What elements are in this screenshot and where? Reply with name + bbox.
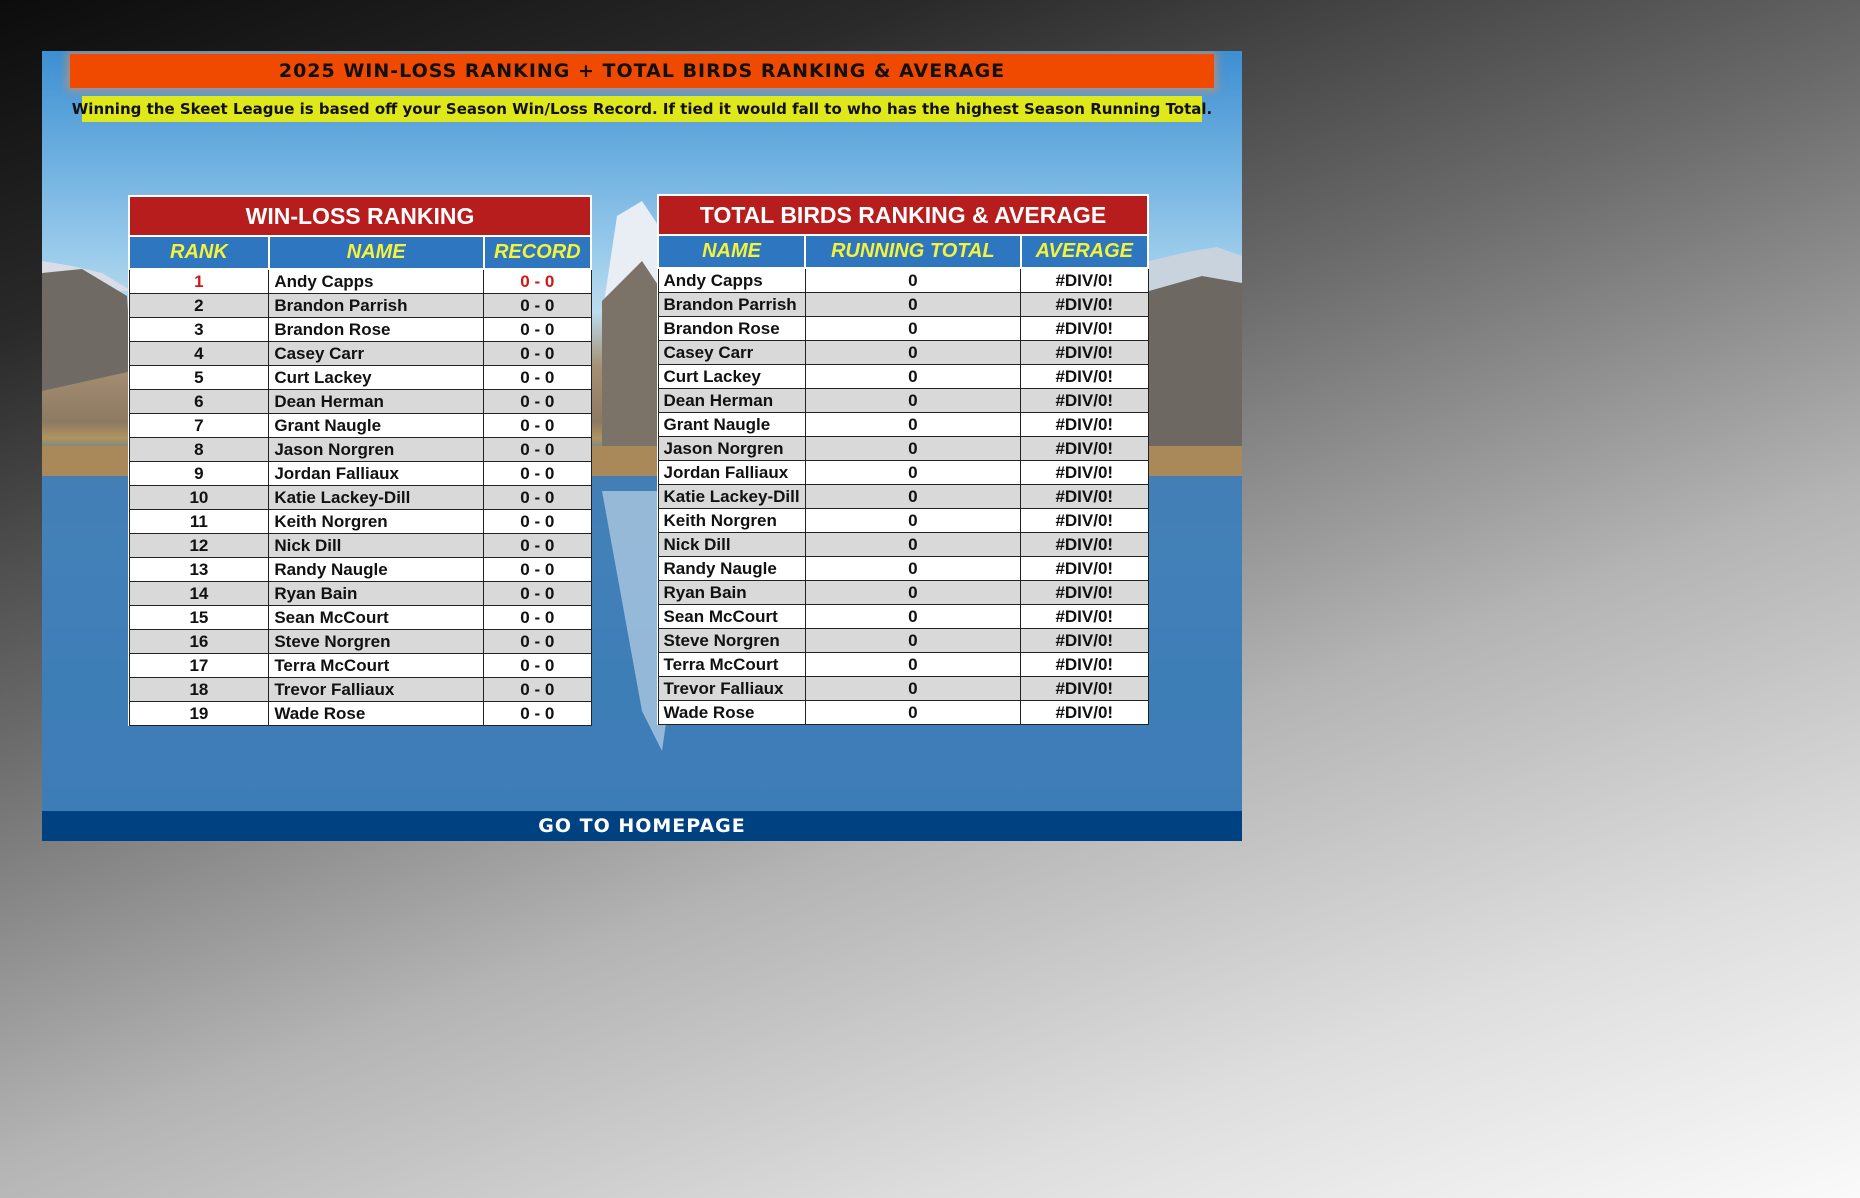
table-row bbox=[658, 677, 1148, 701]
rank-cell: 14 bbox=[129, 582, 269, 606]
running-total-cell: 0 bbox=[805, 677, 1020, 701]
average-cell: #DIV/0! bbox=[1021, 413, 1148, 437]
rank-cell: 11 bbox=[129, 510, 269, 534]
record-cell: 0 - 0 bbox=[484, 606, 591, 630]
rank-cell: 19 bbox=[129, 702, 269, 726]
name-cell: Keith Norgren bbox=[269, 510, 484, 534]
record-cell: 0 - 0 bbox=[484, 342, 591, 366]
record-cell: 0 - 0 bbox=[484, 462, 591, 486]
name-cell: Jason Norgren bbox=[269, 438, 484, 462]
table-row bbox=[658, 365, 1148, 389]
running-total-cell: 0 bbox=[805, 317, 1020, 341]
table-row bbox=[129, 342, 591, 366]
running-total-cell: 0 bbox=[805, 461, 1020, 485]
table-row bbox=[129, 438, 591, 462]
rank-cell: 2 bbox=[129, 294, 269, 318]
name-cell: Keith Norgren bbox=[658, 509, 805, 533]
table-row bbox=[129, 606, 591, 630]
rank-cell: 5 bbox=[129, 366, 269, 390]
table-row bbox=[658, 389, 1148, 413]
average-cell: #DIV/0! bbox=[1021, 677, 1148, 701]
table-row bbox=[658, 605, 1148, 629]
running-total-cell: 0 bbox=[805, 629, 1020, 653]
average-cell: #DIV/0! bbox=[1021, 389, 1148, 413]
name-cell: Brandon Parrish bbox=[658, 293, 805, 317]
win-loss-table bbox=[128, 195, 592, 726]
table-row bbox=[658, 485, 1148, 509]
table-row bbox=[658, 341, 1148, 365]
table-row bbox=[658, 581, 1148, 605]
running-total-cell: 0 bbox=[805, 389, 1020, 413]
name-cell: Ryan Bain bbox=[269, 582, 484, 606]
table-row bbox=[658, 317, 1148, 341]
name-cell: Sean McCourt bbox=[658, 605, 805, 629]
total-birds-caption: TOTAL BIRDS RANKING & AVERAGE bbox=[658, 195, 1148, 235]
running-total-cell: 0 bbox=[805, 365, 1020, 389]
running-total-cell: 0 bbox=[805, 268, 1020, 293]
name-cell: Katie Lackey-Dill bbox=[269, 486, 484, 510]
running-total-cell: 0 bbox=[805, 413, 1020, 437]
table-row bbox=[658, 413, 1148, 437]
name-cell: Steve Norgren bbox=[658, 629, 805, 653]
record-cell: 0 - 0 bbox=[484, 582, 591, 606]
record-cell: 0 - 0 bbox=[484, 438, 591, 462]
name-cell: Casey Carr bbox=[269, 342, 484, 366]
rank-cell: 8 bbox=[129, 438, 269, 462]
running-total-cell: 0 bbox=[805, 509, 1020, 533]
average-cell: #DIV/0! bbox=[1021, 461, 1148, 485]
table-row bbox=[658, 461, 1148, 485]
record-cell: 0 - 0 bbox=[484, 630, 591, 654]
name-cell: Brandon Rose bbox=[269, 318, 484, 342]
table-row bbox=[129, 702, 591, 726]
average-cell: #DIV/0! bbox=[1021, 509, 1148, 533]
rank-cell: 15 bbox=[129, 606, 269, 630]
average-cell: #DIV/0! bbox=[1021, 341, 1148, 365]
running-total-cell: 0 bbox=[805, 485, 1020, 509]
name-cell: Casey Carr bbox=[658, 341, 805, 365]
running-total-cell: 0 bbox=[805, 437, 1020, 461]
record-cell: 0 - 0 bbox=[484, 486, 591, 510]
rank-cell: 9 bbox=[129, 462, 269, 486]
table-row bbox=[129, 318, 591, 342]
average-cell: #DIV/0! bbox=[1021, 485, 1148, 509]
name-cell: Brandon Rose bbox=[658, 317, 805, 341]
average-cell: #DIV/0! bbox=[1021, 701, 1148, 725]
average-cell: #DIV/0! bbox=[1021, 293, 1148, 317]
table-row bbox=[129, 654, 591, 678]
go-to-homepage-button[interactable]: GO TO HOMEPAGE bbox=[42, 811, 1242, 841]
name-cell: Curt Lackey bbox=[269, 366, 484, 390]
record-cell: 0 - 0 bbox=[484, 558, 591, 582]
rank-cell: 18 bbox=[129, 678, 269, 702]
table-row bbox=[129, 366, 591, 390]
name-cell: Nick Dill bbox=[269, 534, 484, 558]
col-header-name: NAME bbox=[269, 236, 484, 269]
running-total-cell: 0 bbox=[805, 557, 1020, 581]
average-cell: #DIV/0! bbox=[1021, 317, 1148, 341]
average-cell: #DIV/0! bbox=[1021, 365, 1148, 389]
table-row bbox=[129, 269, 591, 294]
running-total-cell: 0 bbox=[805, 293, 1020, 317]
rank-cell: 7 bbox=[129, 414, 269, 438]
name-cell: Katie Lackey-Dill bbox=[658, 485, 805, 509]
average-cell: #DIV/0! bbox=[1021, 533, 1148, 557]
table-row bbox=[129, 390, 591, 414]
name-cell: Trevor Falliaux bbox=[269, 678, 484, 702]
running-total-cell: 0 bbox=[805, 701, 1020, 725]
average-cell: #DIV/0! bbox=[1021, 605, 1148, 629]
average-cell: #DIV/0! bbox=[1021, 268, 1148, 293]
running-total-cell: 0 bbox=[805, 605, 1020, 629]
rank-cell: 13 bbox=[129, 558, 269, 582]
name-cell: Randy Naugle bbox=[658, 557, 805, 581]
table-row bbox=[129, 582, 591, 606]
table-row bbox=[129, 414, 591, 438]
table-row bbox=[129, 630, 591, 654]
average-cell: #DIV/0! bbox=[1021, 437, 1148, 461]
name-cell: Trevor Falliaux bbox=[658, 677, 805, 701]
col-header-rank: RANK bbox=[129, 236, 269, 269]
win-loss-caption: WIN-LOSS RANKING bbox=[129, 196, 591, 236]
name-cell: Randy Naugle bbox=[269, 558, 484, 582]
table-row bbox=[129, 510, 591, 534]
page-title: 2025 WIN-LOSS RANKING + TOTAL BIRDS RANKING & AVERAGE bbox=[70, 54, 1214, 88]
average-cell: #DIV/0! bbox=[1021, 653, 1148, 677]
total-birds-rows bbox=[658, 268, 1148, 725]
col-header-average: AVERAGE bbox=[1021, 235, 1148, 268]
win-loss-rows bbox=[129, 269, 591, 726]
record-cell: 0 - 0 bbox=[484, 414, 591, 438]
table-row bbox=[129, 294, 591, 318]
col-header-record: RECORD bbox=[484, 236, 591, 269]
name-cell: Jordan Falliaux bbox=[269, 462, 484, 486]
name-cell: Jordan Falliaux bbox=[658, 461, 805, 485]
table-row bbox=[658, 557, 1148, 581]
record-cell: 0 - 0 bbox=[484, 294, 591, 318]
running-total-cell: 0 bbox=[805, 533, 1020, 557]
running-total-cell: 0 bbox=[805, 341, 1020, 365]
name-cell: Terra McCourt bbox=[658, 653, 805, 677]
total-birds-table bbox=[657, 194, 1149, 725]
name-cell: Ryan Bain bbox=[658, 581, 805, 605]
name-cell: Jason Norgren bbox=[658, 437, 805, 461]
name-cell: Nick Dill bbox=[658, 533, 805, 557]
table-row bbox=[658, 533, 1148, 557]
average-cell: #DIV/0! bbox=[1021, 557, 1148, 581]
table-row bbox=[129, 678, 591, 702]
average-cell: #DIV/0! bbox=[1021, 581, 1148, 605]
running-total-cell: 0 bbox=[805, 581, 1020, 605]
table-row bbox=[658, 437, 1148, 461]
table-row bbox=[658, 629, 1148, 653]
running-total-cell: 0 bbox=[805, 653, 1020, 677]
league-rules-note: Winning the Skeet League is based off your Season Win/Loss Record. If tied it would fall to who has the highest Season Running Total. bbox=[82, 96, 1202, 122]
record-cell: 0 - 0 bbox=[484, 702, 591, 726]
rank-cell: 4 bbox=[129, 342, 269, 366]
record-cell: 0 - 0 bbox=[484, 390, 591, 414]
rank-cell: 16 bbox=[129, 630, 269, 654]
record-cell: 0 - 0 bbox=[484, 510, 591, 534]
name-cell: Terra McCourt bbox=[269, 654, 484, 678]
name-cell: Wade Rose bbox=[658, 701, 805, 725]
record-cell: 0 - 0 bbox=[484, 269, 591, 294]
record-cell: 0 - 0 bbox=[484, 318, 591, 342]
name-cell: Andy Capps bbox=[269, 269, 484, 294]
rank-cell: 12 bbox=[129, 534, 269, 558]
name-cell: Dean Herman bbox=[658, 389, 805, 413]
rank-cell: 17 bbox=[129, 654, 269, 678]
rank-cell: 10 bbox=[129, 486, 269, 510]
name-cell: Andy Capps bbox=[658, 268, 805, 293]
record-cell: 0 - 0 bbox=[484, 366, 591, 390]
name-cell: Curt Lackey bbox=[658, 365, 805, 389]
record-cell: 0 - 0 bbox=[484, 534, 591, 558]
rank-cell: 3 bbox=[129, 318, 269, 342]
table-row bbox=[129, 534, 591, 558]
table-row bbox=[129, 486, 591, 510]
table-row bbox=[658, 653, 1148, 677]
col-header-name: NAME bbox=[658, 235, 805, 268]
name-cell: Dean Herman bbox=[269, 390, 484, 414]
rank-cell: 6 bbox=[129, 390, 269, 414]
name-cell: Steve Norgren bbox=[269, 630, 484, 654]
table-row bbox=[129, 462, 591, 486]
col-header-running-total: RUNNING TOTAL bbox=[805, 235, 1020, 268]
name-cell: Sean McCourt bbox=[269, 606, 484, 630]
name-cell: Grant Naugle bbox=[658, 413, 805, 437]
rank-cell: 1 bbox=[129, 269, 269, 294]
average-cell: #DIV/0! bbox=[1021, 629, 1148, 653]
name-cell: Wade Rose bbox=[269, 702, 484, 726]
table-row bbox=[658, 701, 1148, 725]
ranking-panel bbox=[42, 51, 1242, 841]
record-cell: 0 - 0 bbox=[484, 678, 591, 702]
table-row bbox=[129, 558, 591, 582]
mountain-right-base bbox=[1149, 276, 1242, 451]
table-row bbox=[658, 293, 1148, 317]
name-cell: Grant Naugle bbox=[269, 414, 484, 438]
name-cell: Brandon Parrish bbox=[269, 294, 484, 318]
table-row bbox=[658, 268, 1148, 293]
table-row bbox=[658, 509, 1148, 533]
record-cell: 0 - 0 bbox=[484, 654, 591, 678]
